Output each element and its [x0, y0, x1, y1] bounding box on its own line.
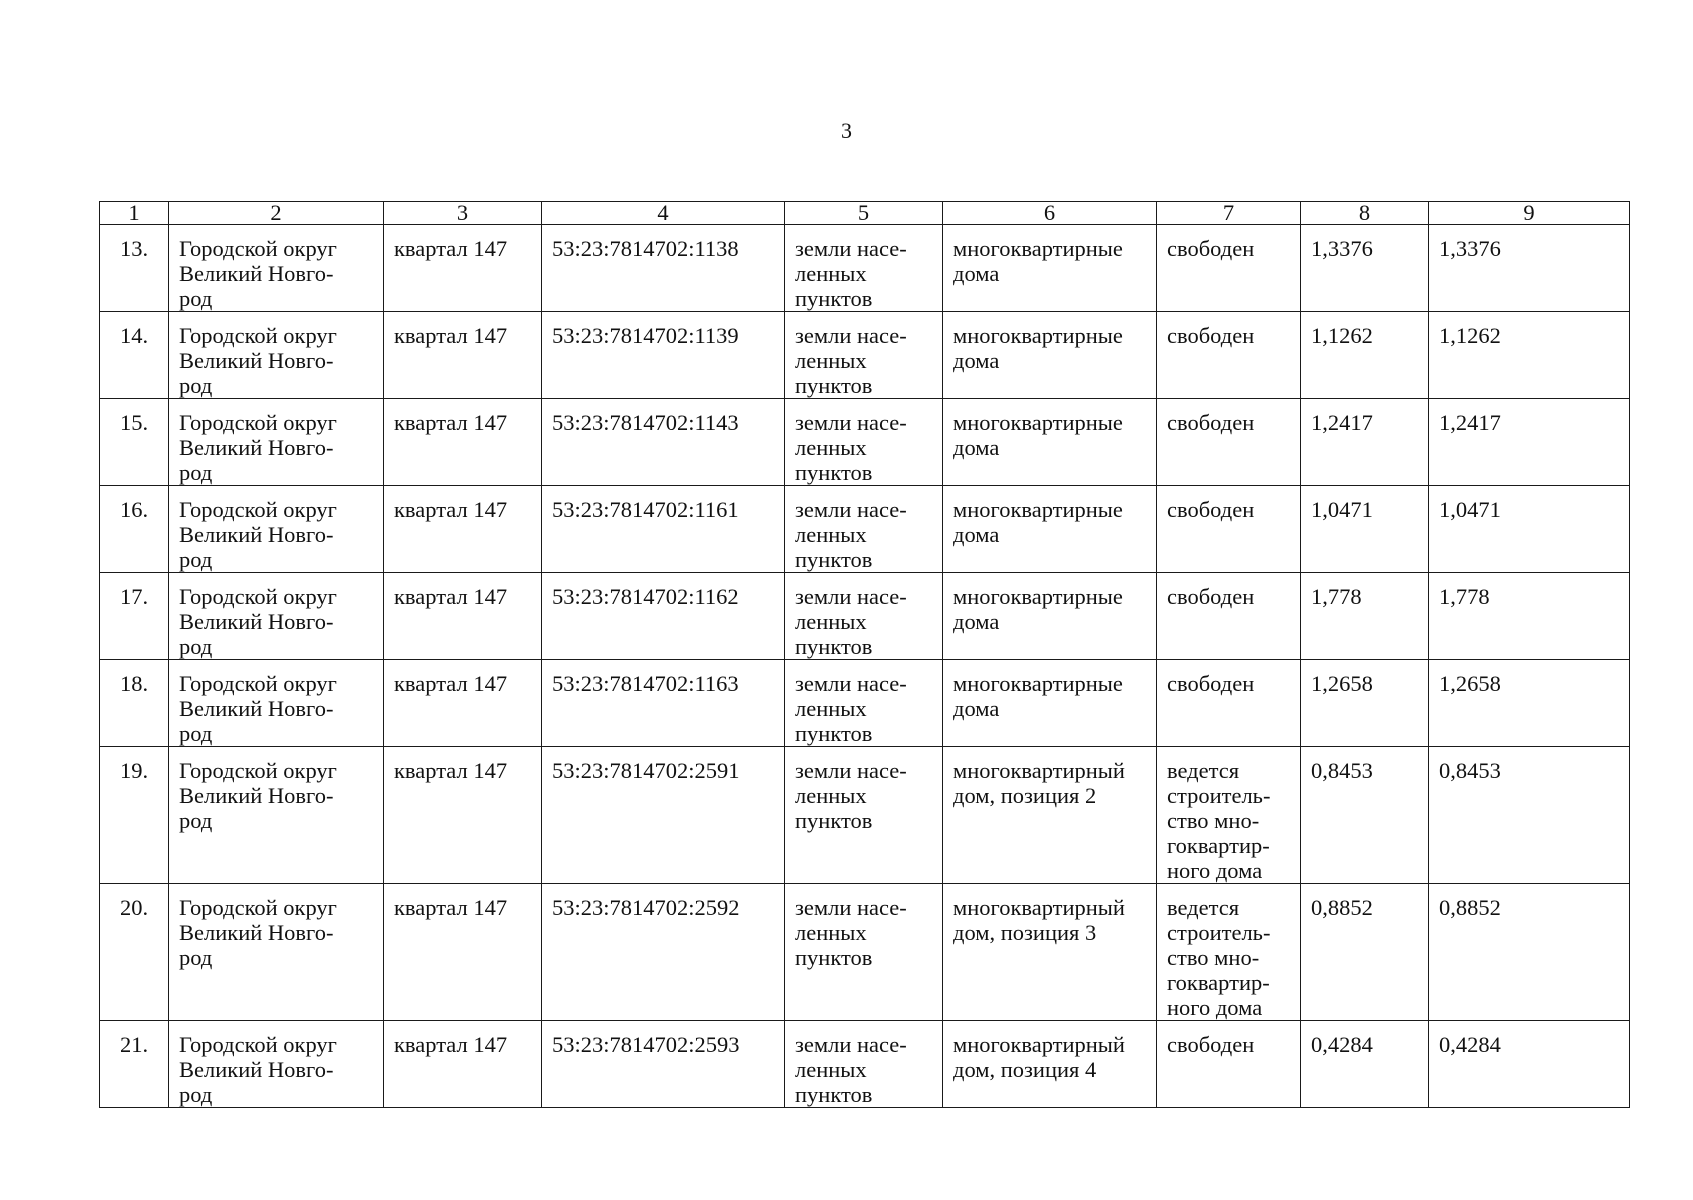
- land-category-cell-text: земли насе- ленных пунктов: [795, 410, 907, 485]
- land-category-cell: [785, 225, 943, 312]
- municipality-cell-text: Городской округ Великий Новго- род: [179, 671, 337, 746]
- municipality-cell: [169, 486, 384, 573]
- municipality-cell: [169, 884, 384, 1021]
- row-number: [100, 884, 169, 1021]
- column-header: 1: [100, 202, 169, 225]
- quarter-cell: [384, 747, 542, 884]
- row-number-text: 18.: [119, 671, 149, 696]
- permitted-use-cell-text: многоквартирные дома: [953, 236, 1123, 286]
- row-number: [100, 747, 169, 884]
- area-free-cell: [1429, 225, 1630, 312]
- land-category-cell-text: земли насе- ленных пунктов: [795, 323, 907, 398]
- row-number: [100, 1021, 169, 1108]
- cadastral-number-cell: [542, 399, 785, 486]
- column-header: 5: [785, 202, 943, 225]
- municipality-cell: [169, 225, 384, 312]
- land-category-cell-text: земли насе- ленных пунктов: [795, 584, 907, 659]
- cadastral-number-cell-text: 53:23:7814702:2593: [552, 1032, 740, 1057]
- quarter-cell: [384, 573, 542, 660]
- column-header: 3: [384, 202, 542, 225]
- table-row: [100, 312, 1630, 399]
- column-header: 6: [943, 202, 1157, 225]
- permitted-use-cell: [943, 225, 1157, 312]
- municipality-cell: [169, 747, 384, 884]
- area-free-cell: [1429, 1021, 1630, 1108]
- permitted-use-cell: [943, 660, 1157, 747]
- status-cell-text: свободен: [1167, 671, 1255, 696]
- cadastral-number-cell: [542, 747, 785, 884]
- land-category-cell: [785, 747, 943, 884]
- area-free-cell-text: 1,2417: [1439, 410, 1501, 435]
- land-category-cell-text: земли насе- ленных пунктов: [795, 236, 907, 311]
- column-header: 2: [169, 202, 384, 225]
- quarter-cell-text: квартал 147: [394, 410, 508, 435]
- cadastral-number-cell: [542, 225, 785, 312]
- status-cell-text: свободен: [1167, 1032, 1255, 1057]
- land-category-cell: [785, 399, 943, 486]
- row-number: [100, 312, 169, 399]
- area-total-cell: [1301, 1021, 1429, 1108]
- quarter-cell: [384, 225, 542, 312]
- area-free-cell-text: 0,8453: [1439, 758, 1501, 783]
- status-cell-text: ведется строитель- ство мно- гоквартир- ного дома: [1167, 895, 1271, 1020]
- row-number-text: 20.: [119, 895, 149, 920]
- row-number: [100, 486, 169, 573]
- status-cell: [1157, 573, 1301, 660]
- status-cell: [1157, 1021, 1301, 1108]
- row-number: [100, 573, 169, 660]
- quarter-cell: [384, 660, 542, 747]
- area-free-cell: [1429, 660, 1630, 747]
- status-cell-text: свободен: [1167, 323, 1255, 348]
- quarter-cell: [384, 884, 542, 1021]
- row-number-text: 16.: [119, 497, 149, 522]
- permitted-use-cell-text: многоквартирные дома: [953, 671, 1123, 721]
- municipality-cell-text: Городской округ Великий Новго- род: [179, 410, 337, 485]
- status-cell: [1157, 747, 1301, 884]
- land-category-cell-text: земли насе- ленных пунктов: [795, 895, 907, 970]
- table-row: [100, 486, 1630, 573]
- area-free-cell: [1429, 312, 1630, 399]
- cadastral-number-cell-text: 53:23:7814702:1138: [552, 236, 739, 261]
- row-number-text: 15.: [119, 410, 149, 435]
- cadastral-number-cell-text: 53:23:7814702:1162: [552, 584, 739, 609]
- permitted-use-cell: [943, 486, 1157, 573]
- land-category-cell-text: земли насе- ленных пунктов: [795, 1032, 907, 1107]
- table-row: [100, 884, 1630, 1021]
- area-free-cell-text: 1,2658: [1439, 671, 1501, 696]
- area-total-cell-text: 1,2658: [1311, 671, 1373, 696]
- quarter-cell-text: квартал 147: [394, 323, 508, 348]
- status-cell: [1157, 486, 1301, 573]
- land-plots-table: [99, 201, 1630, 1108]
- municipality-cell: [169, 399, 384, 486]
- table-row: [100, 1021, 1630, 1108]
- area-free-cell: [1429, 573, 1630, 660]
- quarter-cell: [384, 399, 542, 486]
- land-category-cell: [785, 1021, 943, 1108]
- row-number-text: 17.: [119, 584, 149, 609]
- municipality-cell: [169, 312, 384, 399]
- permitted-use-cell-text: многоквартирный дом, позиция 3: [953, 895, 1125, 945]
- quarter-cell-text: квартал 147: [394, 671, 508, 696]
- table-body: [100, 225, 1630, 1108]
- status-cell-text: свободен: [1167, 584, 1255, 609]
- header-row: [100, 202, 1630, 225]
- column-header: 7: [1157, 202, 1301, 225]
- permitted-use-cell-text: многоквартирные дома: [953, 497, 1123, 547]
- area-free-cell-text: 1,0471: [1439, 497, 1501, 522]
- land-category-cell: [785, 660, 943, 747]
- permitted-use-cell-text: многоквартирный дом, позиция 4: [953, 1032, 1125, 1082]
- quarter-cell-text: квартал 147: [394, 1032, 508, 1057]
- area-total-cell-text: 1,2417: [1311, 410, 1373, 435]
- area-total-cell-text: 0,4284: [1311, 1032, 1373, 1057]
- status-cell-text: свободен: [1167, 236, 1255, 261]
- status-cell: [1157, 399, 1301, 486]
- quarter-cell-text: квартал 147: [394, 584, 508, 609]
- status-cell: [1157, 660, 1301, 747]
- area-free-cell-text: 0,8852: [1439, 895, 1501, 920]
- area-total-cell-text: 0,8852: [1311, 895, 1373, 920]
- quarter-cell-text: квартал 147: [394, 758, 508, 783]
- area-free-cell-text: 1,778: [1439, 584, 1490, 609]
- table-row: [100, 660, 1630, 747]
- column-header: 9: [1429, 202, 1630, 225]
- table-row: [100, 573, 1630, 660]
- table-row: [100, 399, 1630, 486]
- cadastral-number-cell-text: 53:23:7814702:2592: [552, 895, 740, 920]
- area-free-cell: [1429, 747, 1630, 884]
- cadastral-number-cell: [542, 486, 785, 573]
- permitted-use-cell: [943, 399, 1157, 486]
- cadastral-number-cell-text: 53:23:7814702:1139: [552, 323, 739, 348]
- quarter-cell-text: квартал 147: [394, 497, 508, 522]
- municipality-cell-text: Городской округ Великий Новго- род: [179, 497, 337, 572]
- page-number: 3: [841, 118, 852, 143]
- permitted-use-cell: [943, 312, 1157, 399]
- area-total-cell-text: 1,3376: [1311, 236, 1373, 261]
- table-header: [100, 202, 1630, 225]
- status-cell: [1157, 312, 1301, 399]
- column-header: 4: [542, 202, 785, 225]
- quarter-cell-text: квартал 147: [394, 895, 508, 920]
- area-total-cell-text: 1,1262: [1311, 323, 1373, 348]
- row-number-text: 19.: [119, 758, 149, 783]
- land-category-cell-text: земли насе- ленных пунктов: [795, 758, 907, 833]
- area-total-cell-text: 1,0471: [1311, 497, 1373, 522]
- permitted-use-cell-text: многоквартирные дома: [953, 323, 1123, 373]
- row-number: [100, 225, 169, 312]
- cadastral-number-cell-text: 53:23:7814702:1143: [552, 410, 739, 435]
- cadastral-number-cell-text: 53:23:7814702:1163: [552, 671, 739, 696]
- quarter-cell: [384, 1021, 542, 1108]
- land-category-cell: [785, 884, 943, 1021]
- area-total-cell: [1301, 225, 1429, 312]
- permitted-use-cell: [943, 884, 1157, 1021]
- cadastral-number-cell-text: 53:23:7814702:1161: [552, 497, 739, 522]
- area-free-cell-text: 0,4284: [1439, 1032, 1501, 1057]
- cadastral-number-cell: [542, 884, 785, 1021]
- table-row: [100, 225, 1630, 312]
- row-number-text: 13.: [119, 236, 149, 261]
- area-total-cell-text: 1,778: [1311, 584, 1362, 609]
- area-total-cell: [1301, 747, 1429, 884]
- area-total-cell: [1301, 399, 1429, 486]
- area-free-cell-text: 1,3376: [1439, 236, 1501, 261]
- status-cell-text: ведется строитель- ство мно- гоквартир- ного дома: [1167, 758, 1271, 883]
- land-category-cell-text: земли насе- ленных пунктов: [795, 671, 907, 746]
- permitted-use-cell-text: многоквартирные дома: [953, 410, 1123, 460]
- row-number: [100, 399, 169, 486]
- status-cell-text: свободен: [1167, 497, 1255, 522]
- quarter-cell: [384, 312, 542, 399]
- area-total-cell: [1301, 884, 1429, 1021]
- area-total-cell: [1301, 573, 1429, 660]
- quarter-cell: [384, 486, 542, 573]
- land-category-cell: [785, 312, 943, 399]
- cadastral-number-cell: [542, 573, 785, 660]
- area-free-cell-text: 1,1262: [1439, 323, 1501, 348]
- permitted-use-cell-text: многоквартирный дом, позиция 2: [953, 758, 1125, 808]
- cadastral-number-cell: [542, 312, 785, 399]
- land-category-cell-text: земли насе- ленных пунктов: [795, 497, 907, 572]
- municipality-cell: [169, 1021, 384, 1108]
- status-cell: [1157, 225, 1301, 312]
- municipality-cell: [169, 573, 384, 660]
- table-row: [100, 747, 1630, 884]
- municipality-cell: [169, 660, 384, 747]
- row-number-text: 14.: [119, 323, 149, 348]
- permitted-use-cell: [943, 573, 1157, 660]
- cadastral-number-cell-text: 53:23:7814702:2591: [552, 758, 740, 783]
- area-total-cell-text: 0,8453: [1311, 758, 1373, 783]
- area-free-cell: [1429, 399, 1630, 486]
- permitted-use-cell-text: многоквартирные дома: [953, 584, 1123, 634]
- area-free-cell: [1429, 884, 1630, 1021]
- status-cell-text: свободен: [1167, 410, 1255, 435]
- cadastral-number-cell: [542, 1021, 785, 1108]
- municipality-cell-text: Городской округ Великий Новго- род: [179, 236, 337, 311]
- row-number-text: 21.: [119, 1032, 149, 1057]
- municipality-cell-text: Городской округ Великий Новго- род: [179, 1032, 337, 1107]
- column-header: 8: [1301, 202, 1429, 225]
- permitted-use-cell: [943, 1021, 1157, 1108]
- land-category-cell: [785, 486, 943, 573]
- quarter-cell-text: квартал 147: [394, 236, 508, 261]
- row-number: [100, 660, 169, 747]
- municipality-cell-text: Городской округ Великий Новго- род: [179, 895, 337, 970]
- cadastral-number-cell: [542, 660, 785, 747]
- area-total-cell: [1301, 312, 1429, 399]
- municipality-cell-text: Городской округ Великий Новго- род: [179, 758, 337, 833]
- permitted-use-cell: [943, 747, 1157, 884]
- status-cell: [1157, 884, 1301, 1021]
- area-free-cell: [1429, 486, 1630, 573]
- municipality-cell-text: Городской округ Великий Новго- род: [179, 584, 337, 659]
- area-total-cell: [1301, 660, 1429, 747]
- land-category-cell: [785, 573, 943, 660]
- municipality-cell-text: Городской округ Великий Новго- род: [179, 323, 337, 398]
- area-total-cell: [1301, 486, 1429, 573]
